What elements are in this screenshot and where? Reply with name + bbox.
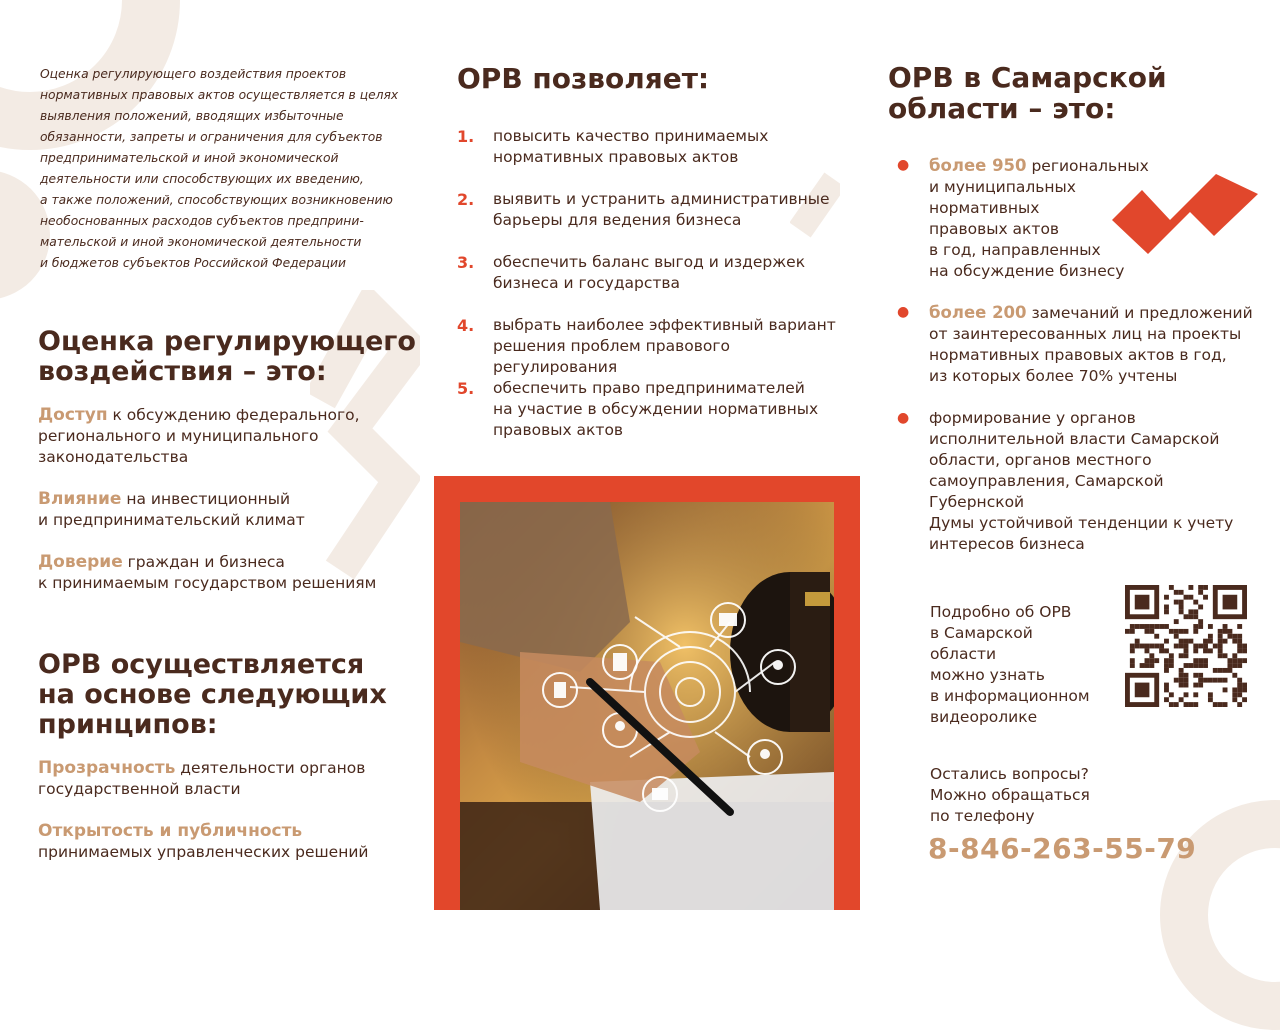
legal-photo — [460, 502, 834, 910]
feature-trust — [38, 552, 418, 594]
fact-keyword: более 200 — [929, 303, 1027, 322]
list-item — [457, 378, 857, 441]
section-title-allows: ОРВ позволяет: — [457, 62, 710, 95]
feature-text: к обсуждению федерального, регионального и муниципального законодательства — [38, 406, 360, 466]
intro-text: Оценка регулирующего воздействия проектов нормативных правовых актов осуществляется в целях выявления положений, вводящих избыточные обязанности, запреты и ограничения для субъектов предпринимательской и иной экономической деятельности или способствующих их введению, а также положений, способствующих возникновению необоснованных расходов субъектов предприни- мательской и иной экономической деятельности и бюджетов субъектов Российской Федерации — [40, 67, 399, 270]
bullet-icon: ● — [897, 157, 910, 173]
list-item — [457, 126, 857, 168]
item-number: 2. — [457, 190, 475, 209]
section-title-principles: ОРВ осуществляется на основе следующих принципов: — [38, 649, 387, 740]
principle-transparency — [38, 758, 418, 800]
principle-text: деятельности органов государственной власти — [38, 759, 366, 798]
fact-text: замечаний и предложений от заинтересованных лиц на проекты нормативных правовых актов в год, из которых более 70% учтены — [929, 304, 1253, 385]
phone-number[interactable]: 8-846-263-55-79 — [928, 832, 1197, 865]
fact-text: региональных и муниципальных нормативных правовых актов в год, направленных на обсуждение бизнесу — [929, 157, 1149, 280]
contact-text: Остались вопросы? Можно обращаться по телефону — [930, 765, 1090, 825]
principle-keyword: Открытость и публичность — [38, 821, 303, 841]
feature-text: на инвестиционный и предпринимательский климат — [38, 490, 305, 529]
list-item — [457, 252, 857, 294]
feature-text: граждан и бизнеса к принимаемым государством решениям — [38, 553, 377, 592]
fact-item — [897, 155, 1257, 282]
item-number: 4. — [457, 316, 475, 335]
fact-item — [897, 302, 1257, 387]
item-number: 5. — [457, 379, 475, 398]
feature-keyword: Доступ — [38, 405, 108, 425]
fact-keyword: более 950 — [929, 156, 1027, 175]
item-number: 3. — [457, 253, 475, 272]
principle-keyword: Прозрачность — [38, 758, 176, 778]
section-title-orv-is: Оценка регулирующего воздействия – это: — [38, 326, 416, 387]
bullet-icon: ● — [897, 410, 910, 426]
fact-text: формирование у органов исполнительной власти Самарской области, органов местного самоуправления, Самарской Губернской Думы устойчивой тенденции к учету интересов бизнеса — [929, 409, 1234, 553]
section-title-samara: ОРВ в Самарской области – это: — [888, 61, 1167, 125]
feature-influence — [38, 489, 418, 531]
feature-keyword: Доверие — [38, 552, 123, 572]
feature-keyword: Влияние — [38, 489, 122, 509]
fact-item — [897, 408, 1257, 555]
item-text: выбрать наиболее эффективный вариант решения проблем правового регулирования — [493, 316, 836, 376]
principle-text: принимаемых управленческих решений — [38, 843, 369, 861]
feature-access — [38, 405, 418, 468]
item-text: обеспечить право предпринимателей на участие в обсуждении нормативных правовых актов — [493, 379, 819, 439]
item-text: обеспечить баланс выгод и издержек бизнеса и государства — [493, 253, 806, 292]
bullet-icon: ● — [897, 304, 910, 320]
item-text: выявить и устранить административные барьеры для ведения бизнеса — [493, 190, 830, 229]
list-item — [457, 189, 857, 231]
list-item — [457, 315, 857, 378]
item-number: 1. — [457, 127, 475, 146]
principle-openness — [38, 821, 418, 863]
qr-caption: Подробно об ОРВ в Самарской области можно узнать в информационном видеоролике — [930, 603, 1090, 726]
item-text: повысить качество принимаемых нормативных правовых актов — [493, 127, 769, 166]
qr-code-icon[interactable] — [1125, 585, 1247, 707]
